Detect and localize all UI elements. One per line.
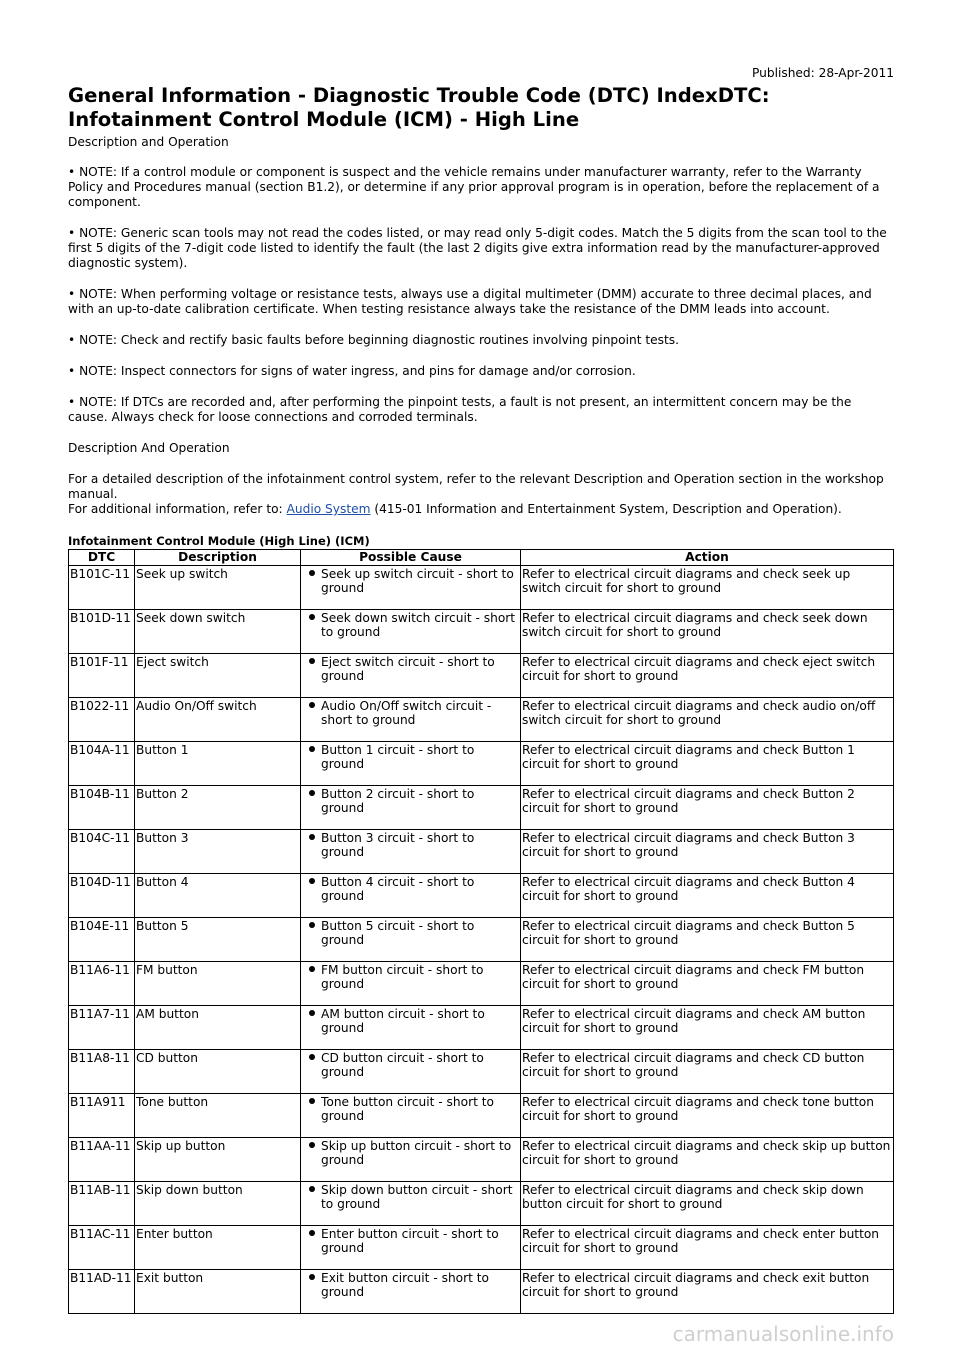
additional-info-suffix: (415-01 Information and Entertainment System, Description and Operation).: [370, 502, 842, 516]
dtc-description: Skip up button: [135, 1137, 301, 1181]
table-row: [69, 917, 894, 961]
cause-text: Button 2 circuit - short to ground: [321, 786, 475, 815]
dtc-description: Tone button: [135, 1093, 301, 1137]
dtc-description: Eject switch: [135, 653, 301, 697]
cause-text: Button 1 circuit - short to ground: [321, 742, 475, 771]
cause-text: AM button circuit - short to ground: [321, 1006, 485, 1035]
possible-cause: [301, 785, 521, 829]
dtc-code: B11A911: [69, 1093, 135, 1137]
title-line-2: Infotainment Control Module (ICM) - High Line: [68, 108, 580, 131]
dtc-table: [68, 549, 894, 1314]
dtc-description: CD button: [135, 1049, 301, 1093]
table-row: [69, 1049, 894, 1093]
bullet-icon: [309, 966, 315, 972]
dtc-code: B11AC-11: [69, 1225, 135, 1269]
table-row: [69, 873, 894, 917]
action: Refer to electrical circuit diagrams and check Button 2 circuit for short to ground: [521, 785, 894, 829]
bullet-icon: [309, 1230, 315, 1236]
title-line-1: General Information - Diagnostic Trouble Code (DTC) IndexDTC:: [68, 84, 770, 107]
table-row: [69, 1093, 894, 1137]
note-basic-faults: • NOTE: Check and rectify basic faults before beginning diagnostic routines involving pinpoint tests.: [68, 333, 680, 347]
bullet-icon: [309, 570, 315, 576]
possible-cause: [301, 1181, 521, 1225]
action: Refer to electrical circuit diagrams and check AM button circuit for short to ground: [521, 1005, 894, 1049]
possible-cause: [301, 1005, 521, 1049]
table-row: [69, 1269, 894, 1313]
header-dtc: DTC: [69, 550, 135, 566]
dtc-code: B11AD-11: [69, 1269, 135, 1313]
document-page: [68, 66, 894, 1314]
table-row: [69, 653, 894, 697]
possible-cause: [301, 653, 521, 697]
table-title: Infotainment Control Module (High Line) (ICM): [68, 534, 370, 548]
bullet-icon: [309, 834, 315, 840]
action: Refer to electrical circuit diagrams and check skip up button circuit for short to ground: [521, 1137, 894, 1181]
additional-info: [68, 502, 894, 517]
cause-text: FM button circuit - short to ground: [321, 962, 484, 991]
dtc-code: B11A7-11: [69, 1005, 135, 1049]
bullet-icon: [309, 878, 315, 884]
table-row: [69, 785, 894, 829]
action: Refer to electrical circuit diagrams and check Button 1 circuit for short to ground: [521, 741, 894, 785]
possible-cause: [301, 961, 521, 1005]
dtc-code: B11AB-11: [69, 1181, 135, 1225]
bullet-icon: [309, 1186, 315, 1192]
possible-cause: [301, 1049, 521, 1093]
dtc-description: Button 2: [135, 785, 301, 829]
dtc-code: B11A8-11: [69, 1049, 135, 1093]
dtc-code: B104B-11: [69, 785, 135, 829]
bullet-icon: [309, 702, 315, 708]
action: Refer to electrical circuit diagrams and check tone button circuit for short to ground: [521, 1093, 894, 1137]
header-action: Action: [521, 550, 894, 566]
bullet-icon: [309, 614, 315, 620]
dtc-code: B11A6-11: [69, 961, 135, 1005]
bullet-icon: [309, 922, 315, 928]
dtc-description: FM button: [135, 961, 301, 1005]
cause-text: Exit button circuit - short to ground: [321, 1270, 490, 1299]
cause-text: Tone button circuit - short to ground: [321, 1094, 494, 1123]
cause-text: Button 5 circuit - short to ground: [321, 918, 475, 947]
possible-cause: [301, 1093, 521, 1137]
possible-cause: [301, 741, 521, 785]
cause-text: Audio On/Off switch circuit - short to ground: [321, 698, 492, 727]
watermark: carmanualsonline.info: [672, 1322, 894, 1346]
page-title: [68, 84, 894, 132]
dtc-code: B104C-11: [69, 829, 135, 873]
possible-cause: [301, 1137, 521, 1181]
action: Refer to electrical circuit diagrams and check FM button circuit for short to ground: [521, 961, 894, 1005]
note-connectors: • NOTE: Inspect connectors for signs of water ingress, and pins for damage and/or corrosion.: [68, 364, 636, 378]
audio-system-link[interactable]: Audio System: [286, 502, 371, 516]
table-row: [69, 961, 894, 1005]
dtc-description: Audio On/Off switch: [135, 697, 301, 741]
cause-text: Button 3 circuit - short to ground: [321, 830, 475, 859]
table-row: [69, 1181, 894, 1225]
description-heading: Description And Operation: [68, 441, 230, 455]
table-row: [69, 697, 894, 741]
cause-text: Button 4 circuit - short to ground: [321, 874, 475, 903]
action: Refer to electrical circuit diagrams and check seek up switch circuit for short to ground: [521, 565, 894, 609]
table-body: [69, 565, 894, 1313]
dtc-description: Enter button: [135, 1225, 301, 1269]
bullet-icon: [309, 1274, 315, 1280]
dtc-description: Button 5: [135, 917, 301, 961]
action: Refer to electrical circuit diagrams and check audio on/off switch circuit for short to ground: [521, 697, 894, 741]
action: Refer to electrical circuit diagrams and check eject switch circuit for short to ground: [521, 653, 894, 697]
dtc-description: Button 1: [135, 741, 301, 785]
table-header-row: [69, 550, 894, 566]
note-scan-tool: • NOTE: Generic scan tools may not read the codes listed, or may read only 5-digit codes. Match the 5 digits from the scan tool to the first 5 digits of the 7-digit code listed to identify the fault (the last 2 digits give extra information read by the manufacturer-approved diagnostic system).: [68, 226, 887, 270]
note-dmm: • NOTE: When performing voltage or resistance tests, always use a digital multimeter (DMM) accurate to three decimal places, and with an up-to-date calibration certificate. When testing resistance always take the resistance of the DMM leads into account.: [68, 287, 872, 316]
possible-cause: [301, 609, 521, 653]
dtc-description: Skip down button: [135, 1181, 301, 1225]
bullet-icon: [309, 1054, 315, 1060]
bullet-icon: [309, 1010, 315, 1016]
possible-cause: [301, 829, 521, 873]
published-date: Published: 28-Apr-2011: [751, 66, 894, 80]
table-row: [69, 1005, 894, 1049]
bullet-icon: [309, 790, 315, 796]
bullet-icon: [309, 658, 315, 664]
action: Refer to electrical circuit diagrams and check Button 5 circuit for short to ground: [521, 917, 894, 961]
action: Refer to electrical circuit diagrams and check enter button circuit for short to ground: [521, 1225, 894, 1269]
dtc-code: B101C-11: [69, 565, 135, 609]
header-description: Description: [135, 550, 301, 566]
cause-text: Skip down button circuit - short to ground: [321, 1182, 513, 1211]
action: Refer to electrical circuit diagrams and check skip down button circuit for short to ground: [521, 1181, 894, 1225]
possible-cause: [301, 1225, 521, 1269]
additional-info-prefix: For additional information, refer to:: [68, 502, 287, 516]
dtc-description: Button 4: [135, 873, 301, 917]
possible-cause: [301, 697, 521, 741]
dtc-code: B104A-11: [69, 741, 135, 785]
header-possible-cause: Possible Cause: [301, 550, 521, 566]
dtc-description: Seek down switch: [135, 609, 301, 653]
action: Refer to electrical circuit diagrams and check seek down switch circuit for short to ground: [521, 609, 894, 653]
action: Refer to electrical circuit diagrams and check Button 3 circuit for short to ground: [521, 829, 894, 873]
table-row: [69, 609, 894, 653]
cause-text: Seek up switch circuit - short to ground: [321, 566, 514, 595]
possible-cause: [301, 565, 521, 609]
page-subtitle: Description and Operation: [68, 135, 229, 149]
table-row: [69, 1137, 894, 1181]
cause-text: Skip up button circuit - short to ground: [321, 1138, 512, 1167]
note-warranty: • NOTE: If a control module or component is suspect and the vehicle remains under manufacturer warranty, refer to the Warranty Policy and Procedures manual (section B1.2), or determine if any prior approval program is in operation, before the replacement of a component.: [68, 165, 880, 209]
dtc-description: AM button: [135, 1005, 301, 1049]
bullet-icon: [309, 746, 315, 752]
dtc-code: B101D-11: [69, 609, 135, 653]
action: Refer to electrical circuit diagrams and check Button 4 circuit for short to ground: [521, 873, 894, 917]
action: Refer to electrical circuit diagrams and check exit button circuit for short to ground: [521, 1269, 894, 1313]
dtc-code: B104D-11: [69, 873, 135, 917]
dtc-code: B1022-11: [69, 697, 135, 741]
cause-text: Eject switch circuit - short to ground: [321, 654, 495, 683]
description-paragraph: For a detailed description of the infotainment control system, refer to the relevant Description and Operation section in the workshop manual.: [68, 472, 884, 501]
dtc-code: B101F-11: [69, 653, 135, 697]
bullet-icon: [309, 1142, 315, 1148]
dtc-description: Exit button: [135, 1269, 301, 1313]
action: Refer to electrical circuit diagrams and check CD button circuit for short to ground: [521, 1049, 894, 1093]
cause-text: Enter button circuit - short to ground: [321, 1226, 499, 1255]
possible-cause: [301, 873, 521, 917]
cause-text: CD button circuit - short to ground: [321, 1050, 484, 1079]
possible-cause: [301, 1269, 521, 1313]
possible-cause: [301, 917, 521, 961]
dtc-description: Button 3: [135, 829, 301, 873]
table-row: [69, 741, 894, 785]
dtc-description: Seek up switch: [135, 565, 301, 609]
table-row: [69, 829, 894, 873]
cause-text: Seek down switch circuit - short to ground: [321, 610, 516, 639]
table-row: [69, 565, 894, 609]
table-row: [69, 1225, 894, 1269]
dtc-code: B104E-11: [69, 917, 135, 961]
bullet-icon: [309, 1098, 315, 1104]
note-intermittent: • NOTE: If DTCs are recorded and, after performing the pinpoint tests, a fault is not present, an intermittent concern may be the cause. Always check for loose connections and corroded terminals.: [68, 395, 852, 424]
dtc-code: B11AA-11: [69, 1137, 135, 1181]
